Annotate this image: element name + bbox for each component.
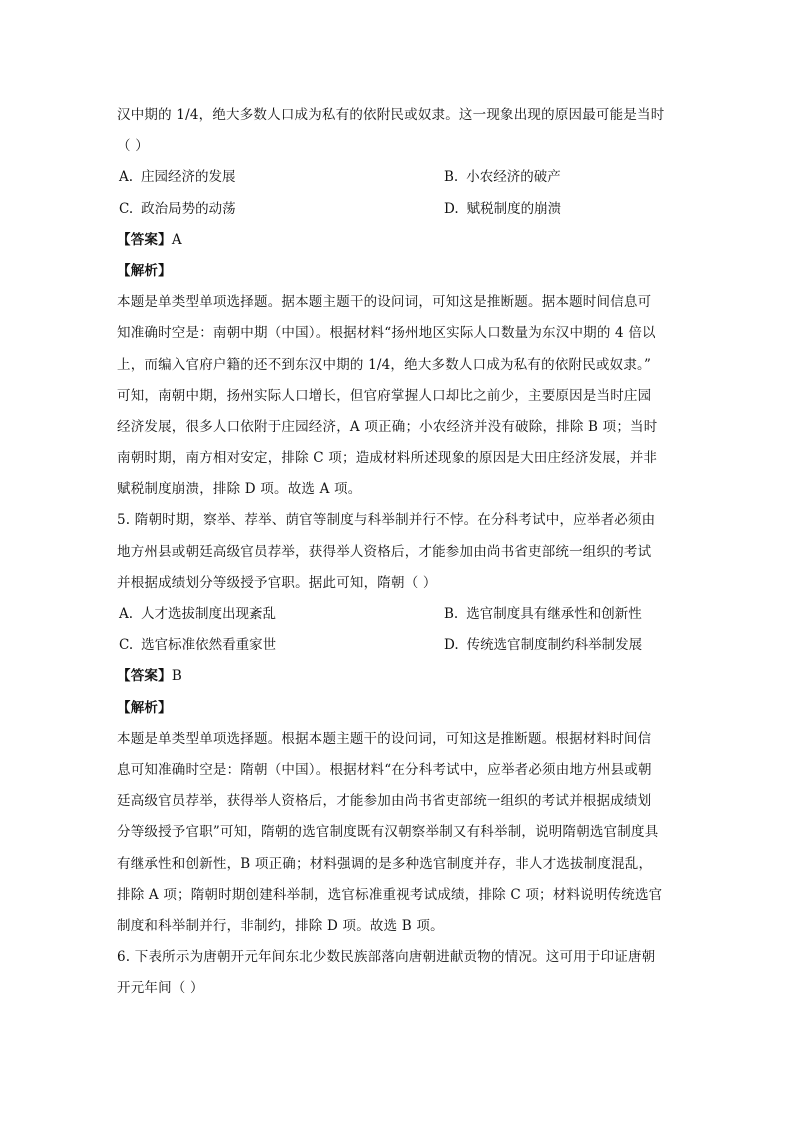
option-letter: A. [119,606,134,622]
option-text: 选官制度具有继承性和创新性 [466,606,642,622]
answer-tag: 【答案】 [117,231,172,248]
option-text: 庄园经济的发展 [141,169,236,186]
q4-answer [117,225,677,256]
q5-analysis-line-2: 息可知准确时空是：隋朝（中国）。根据材料“在分科考试中，应举者必须由地方州县或朝 [117,761,652,778]
q4-option-c [117,194,444,225]
q5-analysis-line-6: 排除 A 项；隋朝时期创建科举制，选官标准重视考试成绩，排除 C 项；材料说明传统选官 [117,886,663,903]
answer-value: B [171,668,182,685]
answer-value: A [171,231,182,248]
q4-analysis-heading [117,256,677,287]
option-text: 传统选官制度制约科举制发展 [466,637,643,654]
option-letter: C. [119,637,134,654]
q4-options-row-1 [117,162,677,193]
q4-option-d [444,194,677,225]
q5-options-row-2 [117,630,677,661]
option-letter: D. [444,200,459,217]
q5-analysis-line-4: 分等级授予官职”可知，隋朝的选官制度既有汉朝察举制又有科举制，说明隋朝选官制度具 [117,824,659,841]
q5-stem-line-1: 5. 隋朝时期，察举、荐举、荫官等制度与科举制并行不悖。在分科考试中，应举者必须由 [117,512,656,529]
q4-analysis-line-1: 本题是单类型单项选择题。据本题主题干的设问词，可知这是推断题。据本题时间信息可 [117,294,652,311]
q5-option-c [117,630,444,661]
q5-option-d [444,630,677,661]
q4-analysis-line-7: 赋税制度崩溃，排除 D 项。故选 A 项。 [117,481,362,498]
answer-tag: 【答案】 [117,668,172,685]
q4-stem-line-1: 汉中期的 1/4，绝大多数人口成为私有的依附民或奴隶。这一现象出现的原因最可能是当时 [117,107,665,123]
q5-option-b [444,599,677,630]
option-text: 人才选拔制度出现紊乱 [141,606,277,622]
document-page [117,100,677,1004]
q6-stem-line-1: 6. 下表所示为唐朝开元年间东北少数民族部落向唐朝进献贡物的情况。这可用于印证唐朝 [117,949,656,966]
q5-analysis-line-3: 廷高级官员荐举，获得举人资格后，才能参加由尚书省吏部统一组织的考试并根据成绩划 [117,793,652,810]
q5-option-a [117,599,444,630]
q5-options-row-1 [117,599,677,630]
analysis-tag: 【解析】 [117,699,172,716]
option-letter: B. [444,169,459,186]
option-letter: A. [119,169,134,186]
option-text: 小农经济的破产 [466,169,561,186]
option-letter: D. [444,637,459,654]
option-text: 赋税制度的崩溃 [466,200,562,217]
q5-stem-line-2: 地方州县或朝廷高级官员荐举，获得举人资格后，才能参加由尚书省吏部统一组织的考试 [117,543,652,560]
q5-answer [117,661,677,692]
option-text: 选官标准依然看重家世 [141,637,277,654]
q5-analysis-line-1: 本题是单类型单项选择题。根据本题主题干的设问词，可知这是推断题。根据材料时间信 [117,730,652,747]
q4-option-a [117,162,444,193]
q5-analysis-heading [117,693,677,724]
q4-stem-bracket: （ ） [117,138,149,155]
q4-analysis-line-3: 上，而编入官府户籍的还不到东汉中期的 1/4，绝大多数人口成为私有的依附民或奴隶。” [117,356,652,373]
q4-analysis-line-2: 知准确时空是：南朝中期（中国）。根据材料“扬州地区实际人口数量为东汉中期的 4 倍以 [117,325,656,342]
q5-analysis-line-7: 制度和科举制并行，非制约，排除 D 项。故选 B 项。 [117,917,444,934]
q4-analysis-line-5: 经济发展，很多人口依附于庄园经济，A 项正确；小农经济并没有破除，排除 B 项；当时 [117,418,658,435]
q4-options-row-2 [117,194,677,225]
q4-option-b [444,162,677,193]
q6-stem-line-2: 开元年间（ ） [117,980,204,997]
option-text: 政治局势的动荡 [141,200,236,217]
option-letter: C. [119,200,134,217]
analysis-tag: 【解析】 [117,262,172,279]
q5-analysis-line-5: 有继承性和创新性，B 项正确；材料强调的是多种选官制度并存，非人才选拔制度混乱， [117,855,653,872]
q4-analysis-line-4: 可知，南朝中期，扬州实际人口增长，但官府掌握人口却比之前少，主要原因是当时庄园 [117,387,652,404]
q5-stem-line-3: 并根据成绩划分等级授予官职。据此可知，隋朝（ ） [117,574,437,591]
option-letter: B. [444,606,459,622]
q4-analysis-line-6: 南朝时期，南方相对安定，排除 C 项；造成材料所述现象的原因是大田庄经济发展，并非 [117,450,658,467]
